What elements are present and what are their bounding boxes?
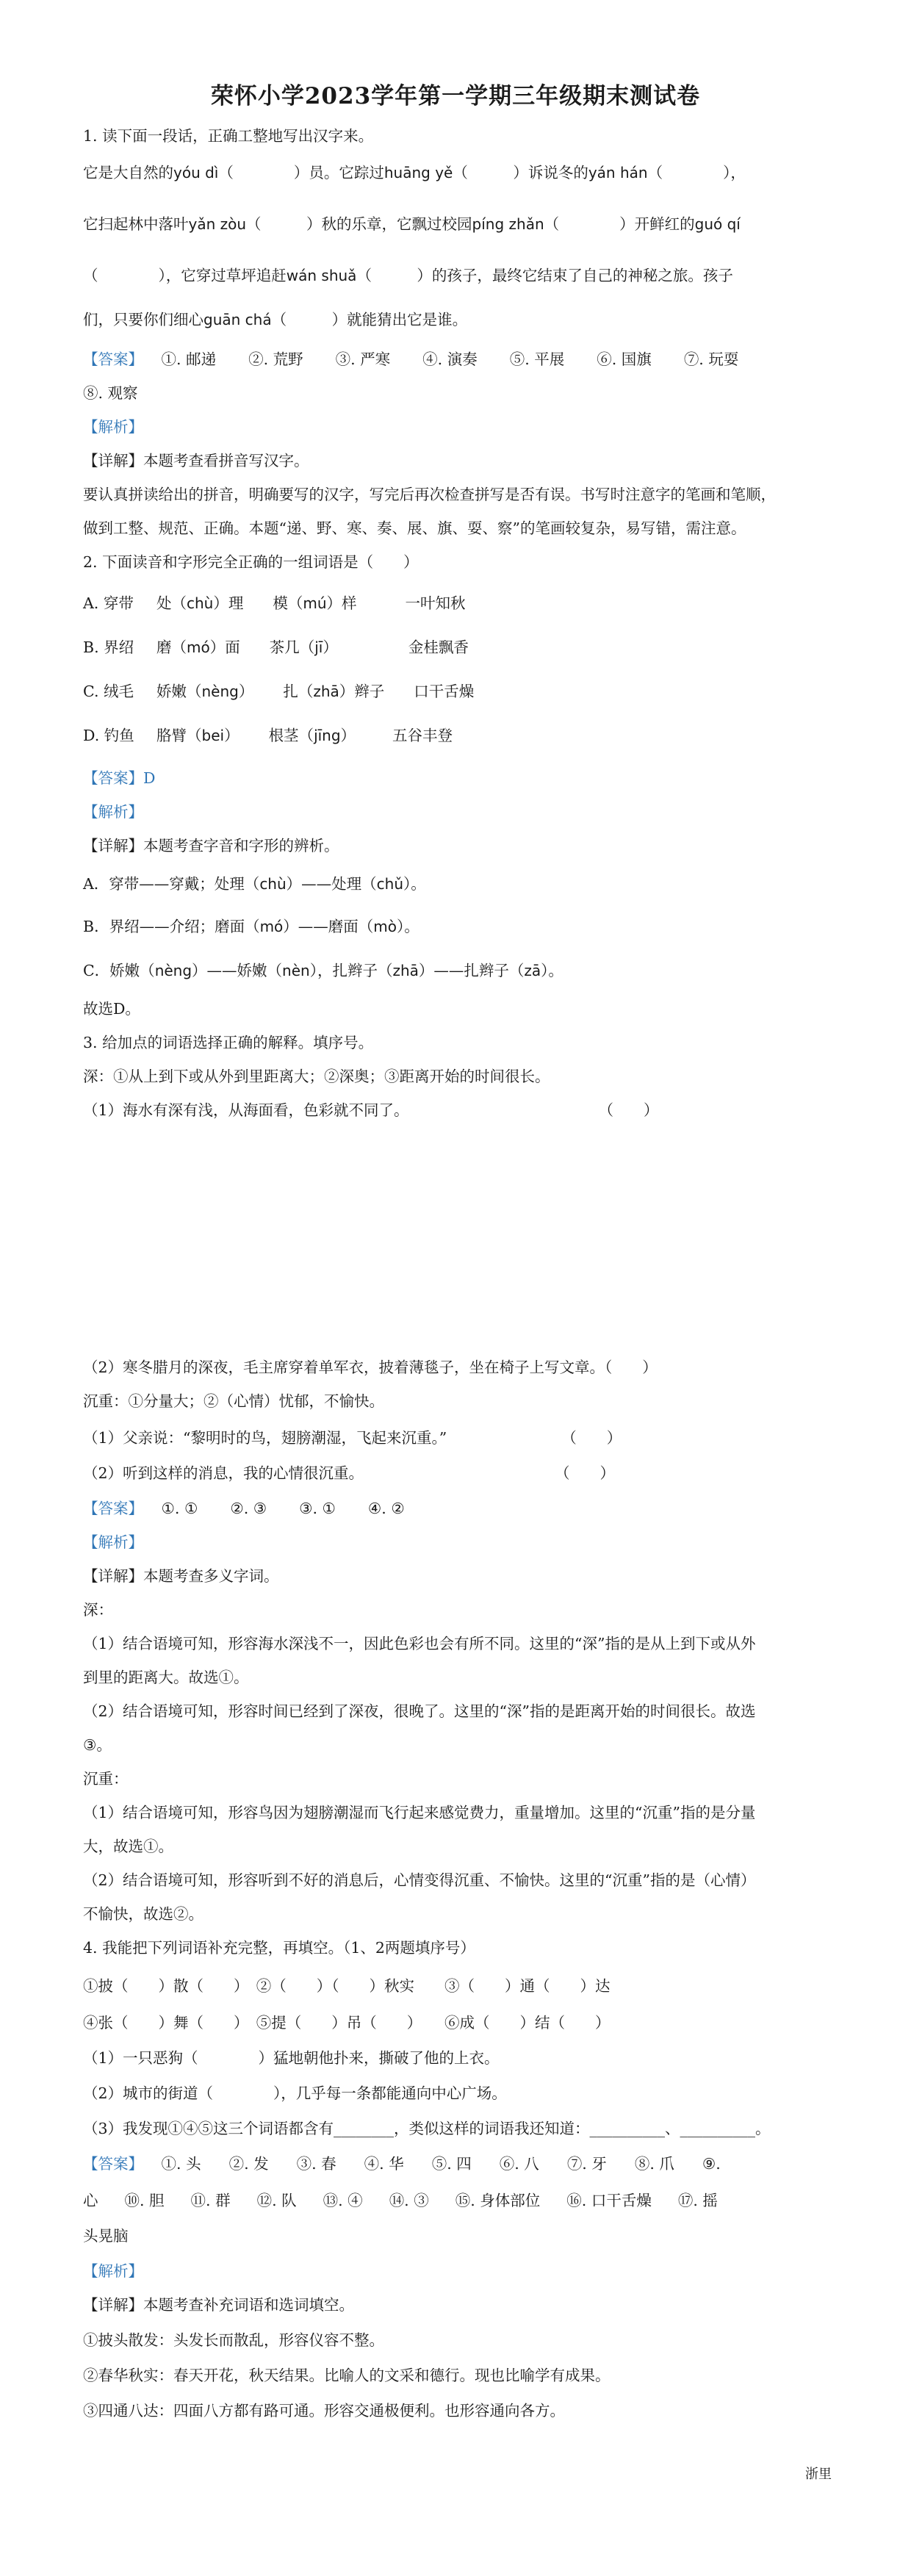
q1-line-1: 它是大自然的yóu dì（ ）员。它踪过huāng yě（ ）诉说冬的yán hán（ ）， [83, 164, 746, 181]
q4-row-2: ④张（ ）舞（ ） ⑤提（ ）吊（ ） ⑥成（ ）结（ ） [83, 2014, 611, 2032]
q3-explain-2b: ③。 [83, 1736, 112, 1754]
q3-stem: 3. 给加点的词语选择正确的解释。填序号。 [83, 1034, 374, 1051]
q3-explain-1a: （1）结合语境可知，形容海水深浅不一，因此色彩也会有所不同。这里的“深”指的是从上到下或从外 [83, 1635, 756, 1652]
q1-detail: 【详解】本题考查看拼音写汉字。 [83, 452, 309, 469]
q3-chenzhong-definition: 沉重：①分量大；②（心情）忧郁，不愉快。 [83, 1392, 384, 1410]
q1-line-2: 它扫起林中落叶yǎn zòu（ ）秋的乐章，它飘过校园píng zhǎn（ ）开鲜红的guó qí [83, 215, 741, 233]
q4-answer-line-1: 【答案】 ①. 头 ②. 发 ③. 春 ④. 华 ⑤. 四 ⑥. 八 ⑦. 牙 ⑧. 爪 ⑨. [83, 2155, 721, 2173]
q2-option-c: C. 绒毛 娇嫩（nèng） 扎（zhā）辫子 口干舌燥 [83, 683, 475, 700]
page-footer: 浙里 [805, 2467, 832, 2482]
q2-explain-a: A．穿带——穿戴；处理（chù）——处理（chǔ）。 [83, 875, 426, 893]
q3-answer-line: 【答案】 ①. ① ②. ③ ③. ① ④. ② [83, 1500, 405, 1517]
q1-answer-line: 【答案】 ①. 邮递 ②. 荒野 ③. 严寒 ④. 演奏 ⑤. 平展 ⑥. 国旗 ⑦. 玩耍 [83, 350, 739, 368]
q2-option-b: B. 界绍 磨（mó）面 茶几（jī） 金桂飘香 [83, 638, 469, 656]
q1-line-4: 们，只要你们细心guān chá（ ）就能猜出它是谁。 [83, 311, 468, 328]
q4-answer-line-3: 头晃脑 [83, 2227, 129, 2245]
q2-option-a: A. 穿带 处（chù）理 模（mú）样 一叶知秋 [83, 594, 466, 612]
q4-answer-line-2: 心 ⑩. 胆 ⑪. 群 ⑫. 队 ⑬. ④ ⑭. ③ ⑮. 身体部位 ⑯. 口干舌燥 ⑰. 摇 [83, 2192, 718, 2209]
q2-explain-b: B．界绍——介绍；磨面（mó）——磨面（mò）。 [83, 918, 420, 935]
q1-line-3: （ ），它穿过草坪追赶wán shuǎ（ ）的孩子，最终它结束了自己的神秘之旅。孩子 [83, 267, 733, 284]
q3-explain-4b: 不愉快，故选②。 [83, 1905, 204, 1923]
q4-row-1: ①披（ ）散（ ） ②（ ）（ ）秋实 ③（ ）通（ ）达 [83, 1977, 611, 1995]
analysis-tag: 【解析】 [83, 418, 143, 436]
q3-sentence-4: （2）听到这样的消息，我的心情很沉重。 （ ） [83, 1464, 616, 1482]
q1-answer-line-2: ⑧. 观察 [83, 384, 138, 402]
q2-option-d: D. 钓鱼 胳臂（bei） 根茎（jīng） 五谷丰登 [83, 727, 453, 744]
q3-shen-label: 深： [83, 1601, 113, 1619]
q4-fill-2: （2）城市的街道（ ），几乎每一条都能通向中心广场。 [83, 2084, 507, 2102]
page-title: 荣怀小学2023学年第一学期三年级期末测试卷 [210, 83, 701, 109]
q4-detail: 【详解】本题考查补充词语和选词填空。 [83, 2296, 354, 2314]
q3-explain-4a: （2）结合语境可知，形容听到不好的消息后，心情变得沉重、不愉快。这里的“沉重”指的是（心情） [83, 1871, 756, 1889]
q3-detail: 【详解】本题考查多义字词。 [83, 1567, 279, 1585]
q3-sentence-3: （1）父亲说：“黎明时的鸟，翅膀潮湿，飞起来沉重。” （ ） [83, 1429, 622, 1447]
analysis-tag: 【解析】 [83, 2262, 143, 2280]
q1-para-2: 做到工整、规范、正确。本题“递、野、寒、奏、展、旗、耍、察”的笔画较复杂，易写错，需注意。 [83, 519, 746, 537]
q3-sentence-1: （1）海水有深有浅，从海面看，色彩就不同了。 （ ） [83, 1101, 659, 1119]
q3-shen-definition: 深：①从上到下或从外到里距离大；②深奥；③距离开始的时间很长。 [83, 1068, 550, 1085]
q4-def-2: ②春华秋实：春天开花，秋天结果。比喻人的文采和德行。现也比喻学有成果。 [83, 2367, 611, 2384]
analysis-tag: 【解析】 [83, 803, 143, 821]
analysis-tag: 【解析】 [83, 1533, 143, 1551]
q4-def-3: ③四通八达：四面八方都有路可通。形容交通极便利。也形容通向各方。 [83, 2402, 565, 2420]
q3-sentence-2: （2）寒冬腊月的深夜，毛主席穿着单军衣，披着薄毯子，坐在椅子上写文章。（ ） [83, 1359, 658, 1376]
q1-stem: 1. 读下面一段话，正确工整地写出汉字来。 [83, 127, 374, 145]
q3-chenzhong-label: 沉重： [83, 1770, 129, 1788]
q4-fill-3: （3）我发现①④⑤这三个词语都含有________，类似这样的词语我还知道：__________、__________。 [83, 2120, 771, 2137]
q4-fill-1: （1）一只恶狗（ ）猛地朝他扑来，撕破了他的上衣。 [83, 2049, 500, 2067]
q3-explain-3a: （1）结合语境可知，形容鸟因为翅膀潮湿而飞行起来感觉费力，重量增加。这里的“沉重”指的是分量 [83, 1804, 756, 1821]
q2-explain-c: C．娇嫩（nèng）——娇嫩（nèn），扎辫子（zhā）——扎辫子（zā）。 [83, 962, 563, 979]
q3-explain-1b: 到里的距离大。故选①。 [83, 1669, 249, 1686]
q2-conclusion: 故选D。 [83, 1000, 140, 1018]
answer-tag: 【答案】 [83, 350, 143, 368]
q2-answer: 【答案】D [83, 769, 156, 787]
q4-def-1: ①披头散发：头发长而散乱，形容仪容不整。 [83, 2331, 384, 2349]
q1-para-1: 要认真拼读给出的拼音，明确要写的汉字，写完后再次检查拼写是否有误。书写时注意字的笔画和笔顺， [83, 486, 776, 503]
q2-detail: 【详解】本题考查字音和字形的辨析。 [83, 837, 339, 855]
q3-explain-2a: （2）结合语境可知，形容时间已经到了深夜，很晚了。这里的“深”指的是距离开始的时间很长。故选 [83, 1702, 756, 1720]
q3-explain-3b: 大，故选①。 [83, 1838, 173, 1855]
q2-stem: 2. 下面读音和字形完全正确的一组词语是（ ） [83, 553, 419, 571]
q4-stem: 4. 我能把下列词语补充完整，再填空。（1、2两题填序号） [83, 1939, 475, 1957]
